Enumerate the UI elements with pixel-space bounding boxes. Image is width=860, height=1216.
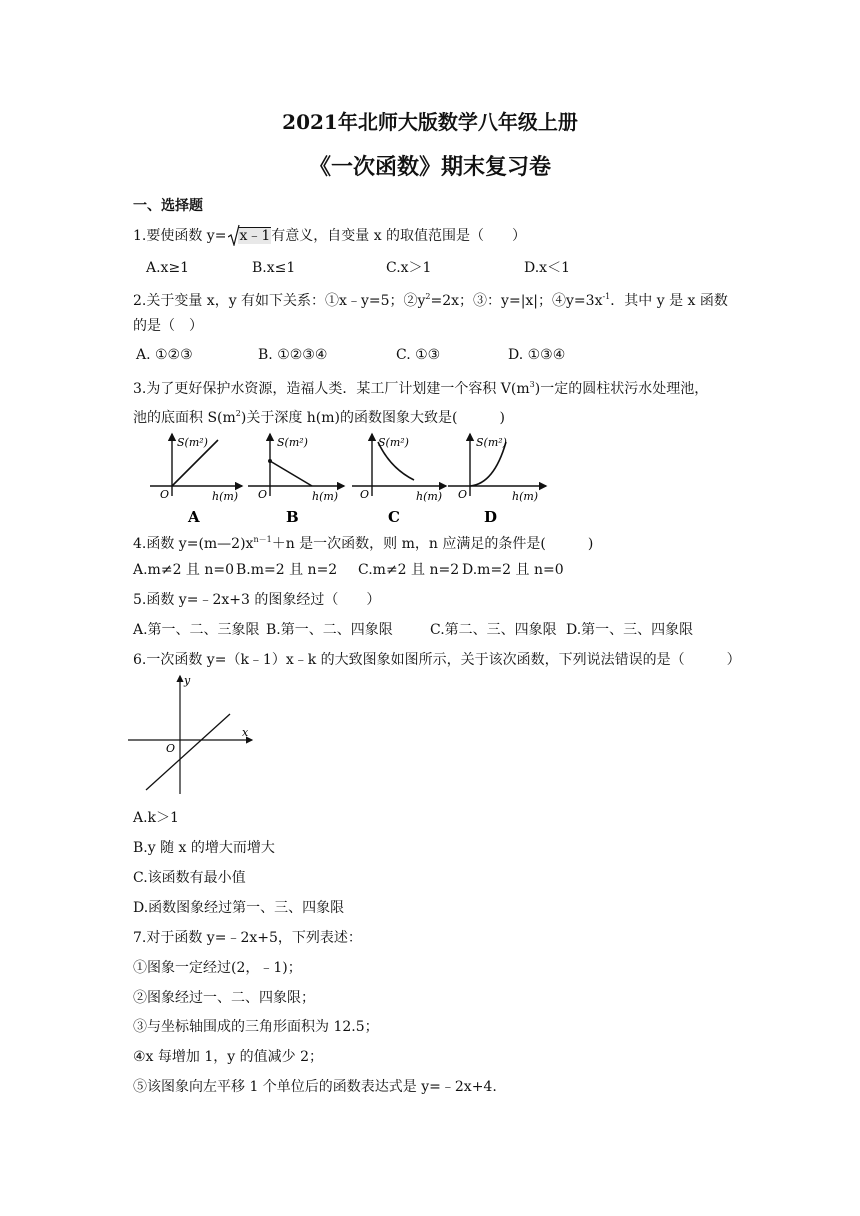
graph-d-ylabel: S(m²) bbox=[476, 436, 507, 449]
section-heading: 一、选择题 bbox=[133, 198, 203, 214]
q1-option-a: A.x≥1 bbox=[146, 260, 190, 276]
q4-option-b: B.m=2 且 n=2 bbox=[236, 562, 338, 578]
question-2-line-2: 的是（ ） bbox=[133, 318, 203, 334]
title-line-2: 《一次函数》期末复习卷 bbox=[308, 154, 551, 180]
graph-c-xlabel: h(m) bbox=[416, 490, 443, 503]
question-2-line-1: 2.关于变量 x，y 有如下关系：①x﹣y=5；$②y^2=2x$；③：y=|x|；$④y=3x^{-1}$．其中 y 是 x 函数 bbox=[133, 292, 728, 309]
q5-option-c: C.第二、三、四象限 bbox=[430, 622, 557, 638]
graph-c-ylabel: S(m²) bbox=[378, 436, 409, 449]
q6-option-a: A.k＞1 bbox=[133, 810, 179, 826]
title-line-1: 2021年北师大版数学八年级上册 bbox=[282, 110, 578, 134]
q6-option-d: D.函数图象经过第一、三、四象限 bbox=[133, 900, 345, 916]
q7-item-2: ②图象经过一、二、四象限； bbox=[133, 990, 315, 1006]
graph-d-xlabel: h(m) bbox=[512, 490, 539, 503]
question-6: 6.一次函数 y=（k﹣1）x﹣k 的大致图象如图所示，关于该次函数，下列说法错误的是（ ） bbox=[133, 652, 741, 668]
q6-option-b: B.y 随 x 的增大而增大 bbox=[133, 840, 275, 856]
q6-option-c: C.该函数有最小值 bbox=[133, 870, 246, 886]
q1-option-c: C.x＞1 bbox=[386, 260, 432, 276]
question-4: 4.函数 $y=(m—2)x^{n-1}+n$ 是一次函数，则 m，n 应满足的条件是( ) bbox=[133, 535, 594, 552]
graph-a bbox=[150, 434, 242, 526]
question-5: 5.函数 y=﹣2x+3 的图象经过（ ） bbox=[133, 592, 381, 608]
q4-option-d: D.m=2 且 n=0 bbox=[462, 562, 564, 578]
q3-graphs bbox=[140, 428, 550, 528]
question-1: 1.要使函数 y= x﹣1有意义，自变量 x 的取值范围是（ ） bbox=[133, 226, 526, 246]
graph-c bbox=[352, 434, 446, 526]
q7-item-4: ④x 每增加 1，y 的值减少 2； bbox=[133, 1049, 323, 1065]
q4-option-a: A.m≠2 且 n=0 bbox=[133, 562, 235, 578]
graph-a-origin: O bbox=[160, 488, 170, 501]
graph-b-origin: O bbox=[258, 488, 268, 501]
graph-c-origin: O bbox=[360, 488, 370, 501]
graph-a-letter: A bbox=[188, 508, 200, 526]
q7-item-1: ①图象一定经过(2，﹣1)； bbox=[133, 960, 302, 976]
q2-option-c: C. ①③ bbox=[396, 347, 441, 363]
q5-option-a: A.第一、二、三象限 bbox=[133, 622, 260, 638]
graph-a-ylabel: S(m²) bbox=[177, 436, 208, 449]
graph-b-xlabel: h(m) bbox=[312, 490, 339, 503]
graph-d bbox=[448, 434, 546, 526]
q4-option-c: C.m≠2 且 n=2 bbox=[358, 562, 460, 578]
graph-b-ylabel: S(m²) bbox=[277, 436, 308, 449]
q5-option-d: D.第一、三、四象限 bbox=[566, 622, 694, 638]
q1-option-b: B.x≤1 bbox=[252, 260, 296, 276]
question-7: 7.对于函数 y=﹣2x+5，下列表述： bbox=[133, 930, 362, 946]
graph-b-letter: B bbox=[286, 508, 299, 526]
q6-graph-y-label: y bbox=[184, 674, 191, 687]
graph-a-xlabel: h(m) bbox=[212, 490, 239, 503]
q6-graph-origin: O bbox=[166, 742, 176, 755]
q6-graph bbox=[126, 672, 256, 796]
question-3-line-2: 池的底面积 $S(m^2)$关于深度 h(m)的函数图象大致是( ) bbox=[133, 409, 505, 426]
question-3-line-1: 3.为了更好保护水资源，造福人类．某工厂计划建一个容积 $V(m^3)$一定的圆柱状污水处理池， bbox=[133, 380, 709, 397]
q2-option-b: B. ①②③④ bbox=[258, 347, 328, 363]
q5-option-b: B.第一、二、四象限 bbox=[266, 622, 393, 638]
graph-c-letter: C bbox=[388, 508, 400, 526]
q1-option-d: D.x＜1 bbox=[524, 260, 570, 276]
q7-item-5: ⑤该图象向左平移 1 个单位后的函数表达式是 y=﹣2x+4. bbox=[133, 1079, 497, 1095]
q7-item-3: ③与坐标轴围成的三角形面积为 12.5； bbox=[133, 1019, 379, 1035]
graph-d-letter: D bbox=[484, 508, 498, 526]
q2-option-d: D. ①③④ bbox=[508, 347, 566, 363]
graph-b bbox=[248, 434, 344, 526]
sqrt-symbol: x﹣1 bbox=[228, 226, 271, 246]
q6-graph-x-label: x bbox=[242, 726, 249, 739]
q2-option-a: A. ①②③ bbox=[136, 347, 193, 363]
graph-d-origin: O bbox=[458, 488, 468, 501]
